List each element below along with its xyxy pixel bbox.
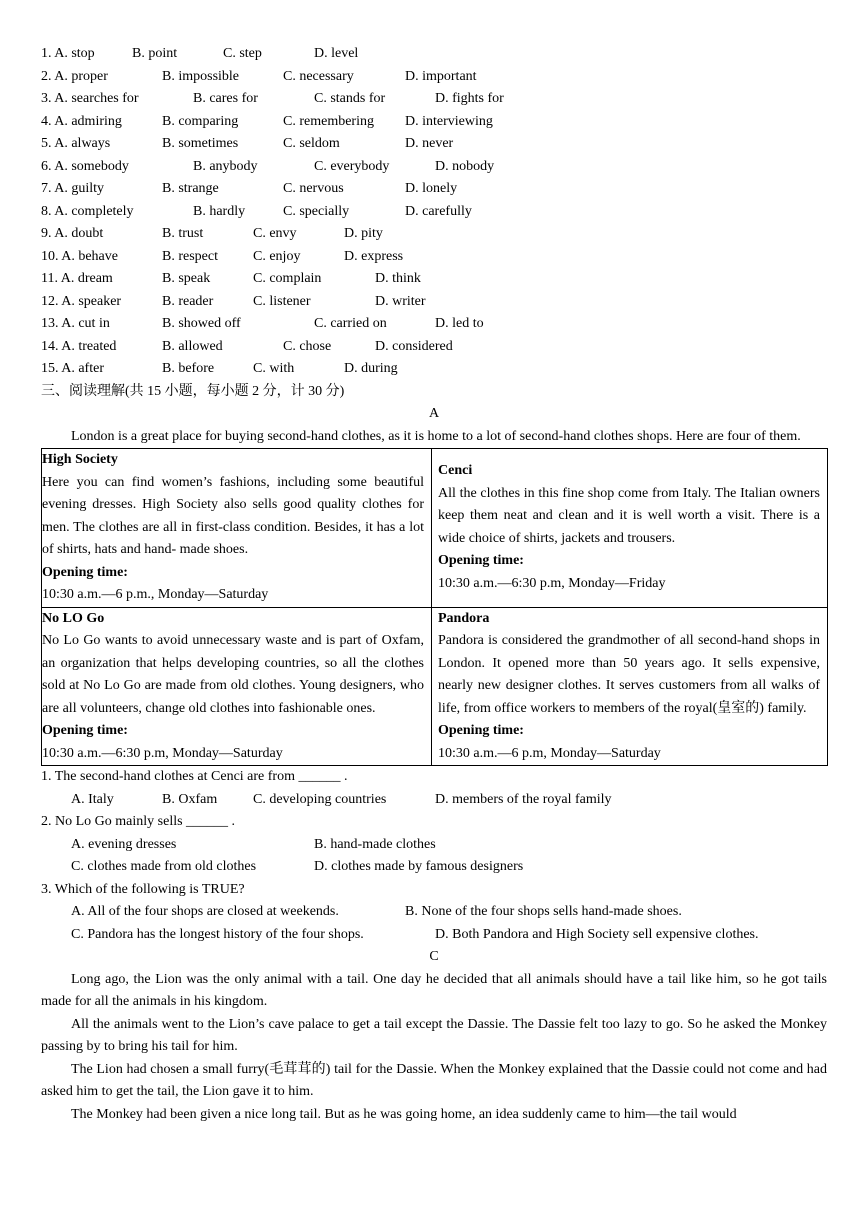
cloze-option-d: D. considered <box>375 338 453 354</box>
cloze-option-b: B. strange <box>162 181 219 196</box>
cloze-option-a: 11. A. dream <box>41 271 113 286</box>
option-d: D. Both Pandora and High Society sell expensive clothes. <box>435 926 759 942</box>
cloze-option-d: D. level <box>314 46 359 61</box>
opening-hours: 10:30 a.m.—6 p.m, Monday—Saturday <box>438 745 661 761</box>
cloze-row <box>41 178 827 201</box>
cloze-row <box>41 88 827 111</box>
cloze-option-d: D. interviewing <box>405 113 493 129</box>
opening-time-label: Opening time: <box>42 723 128 738</box>
cloze-option-d: D. express <box>344 248 404 264</box>
cloze-row <box>41 43 827 66</box>
cloze-option-d: D. lonely <box>405 181 458 196</box>
cloze-option-b: B. hardly <box>193 203 246 219</box>
cloze-row <box>41 246 827 269</box>
cloze-option-d: D. important <box>405 68 477 84</box>
cloze-option-d: D. during <box>344 361 398 376</box>
cloze-option-c: C. nervous <box>283 181 344 196</box>
section-3-title: 三、阅读理解(共 15 小题，每小题 2 分，计 30 分) <box>41 383 345 399</box>
cloze-row <box>41 133 827 156</box>
cloze-option-c: C. stands for <box>314 91 386 106</box>
opening-hours: 10:30 a.m.—6 p.m., Monday—Saturday <box>42 587 269 602</box>
option-b: B. None of the four shops sells hand-made shoes. <box>405 904 682 919</box>
shop-name: Pandora <box>438 610 490 626</box>
question-2-options-ab <box>41 834 827 857</box>
option-b: B. hand-made clothes <box>314 836 436 852</box>
cloze-option-a: 13. A. cut in <box>41 316 110 331</box>
option-d: D. clothes made by famous designers <box>314 859 524 874</box>
opening-hours: 10:30 a.m.—6:30 p.m, Monday—Friday <box>438 575 666 591</box>
cloze-option-a: 9. A. doubt <box>41 226 104 241</box>
cloze-option-b: B. trust <box>162 226 204 241</box>
passage-c-paragraph-1: Long ago, the Lion was the only animal with a tail. One day he decided that all animals should have a tail like him, so he got tails made for all the animals in his kingdom. <box>41 971 827 1009</box>
shops-table <box>41 448 828 766</box>
cloze-option-b: B. impossible <box>162 68 240 84</box>
shop-cell-no-lo-go <box>42 607 432 766</box>
cloze-option-d: D. think <box>375 271 421 286</box>
question-1-options <box>41 789 827 812</box>
cloze-option-b: B. reader <box>162 293 214 309</box>
passage-c-paragraph-4: The Monkey had been given a nice long tail. But as he was going home, an idea suddenly came to him—the tail would <box>71 1106 737 1122</box>
passage-c-letter: C <box>429 949 439 964</box>
cloze-option-b: B. respect <box>162 248 218 264</box>
shop-description: Pandora is considered the grandmother of all second-hand shops in London. It opened more than 50 years ago. It sells expensive, nearly new designer clothes. It serves customers from all walks of life, from office workers to members of the royal(皇室的) family. <box>438 633 820 716</box>
cloze-option-a: 3. A. searches for <box>41 91 139 106</box>
cloze-option-b: B. sometimes <box>162 136 239 151</box>
shop-cell-pandora <box>432 607 828 766</box>
cloze-row <box>41 336 827 359</box>
cloze-option-a: 4. A. admiring <box>41 113 122 129</box>
option-d: D. members of the royal family <box>435 791 612 807</box>
cloze-option-a: 5. A. always <box>41 136 111 151</box>
cloze-row <box>41 111 827 134</box>
question-2-stem: 2. No Lo Go mainly sells ______ . <box>41 814 236 829</box>
passage-c-paragraph-2: All the animals went to the Lion’s cave palace to get a tail except the Dassie. The Dassie felt too lazy to go. So he asked the Monkey passing by to bring his tail for him. <box>41 1016 827 1054</box>
cloze-row <box>41 156 827 179</box>
passage-a-intro: London is a great place for buying second-hand clothes, as it is home to a lot of second-hand clothes shops. Here are four of them. <box>71 428 801 444</box>
cloze-option-c: C. enjoy <box>253 248 301 264</box>
cloze-row <box>41 291 827 314</box>
cloze-option-b: B. cares for <box>193 91 258 106</box>
cloze-option-a: 6. A. somebody <box>41 158 129 174</box>
question-3-stem: 3. Which of the following is TRUE? <box>41 881 245 897</box>
option-b: B. Oxfam <box>162 791 218 807</box>
cloze-option-c: C. envy <box>253 226 297 241</box>
shop-description: All the clothes in this fine shop come from Italy. The Italian owners keep them neat and clean and it is well worth a visit. There is a wide choice of shirts, jackets and trousers. <box>438 485 820 546</box>
cloze-option-b: B. comparing <box>162 113 239 129</box>
cloze-option-d: D. carefully <box>405 203 472 219</box>
opening-time-label: Opening time: <box>438 553 524 568</box>
cloze-option-a: 8. A. completely <box>41 203 134 219</box>
passage-a-letter: A <box>428 406 440 421</box>
cloze-row <box>41 223 827 246</box>
cloze-option-c: C. chose <box>283 338 332 354</box>
cloze-row <box>41 358 827 381</box>
cloze-option-a: 10. A. behave <box>41 248 118 264</box>
cloze-option-a: 15. A. after <box>41 361 104 376</box>
shop-description: No Lo Go wants to avoid unnecessary waste and is part of Oxfam, an organization that helps developing countries, so all the clothes sold at No Lo Go are made from old clothes. Young designers, who are all volunteers, change old clothes into fashionable ones. <box>42 633 424 716</box>
cloze-option-c: C. remembering <box>283 113 374 129</box>
cloze-option-c: C. seldom <box>283 136 340 151</box>
cloze-row <box>41 268 827 291</box>
cloze-option-a: 1. A. stop <box>41 46 95 61</box>
option-a: A. evening dresses <box>71 836 177 852</box>
cloze-option-c: C. necessary <box>283 68 354 84</box>
option-a: A. Italy <box>71 791 114 807</box>
cloze-option-d: D. fights for <box>435 91 504 106</box>
cloze-option-d: D. led to <box>435 316 484 331</box>
cloze-option-a: 14. A. treated <box>41 338 117 354</box>
question-3-options-ab <box>41 901 827 924</box>
cloze-option-b: B. speak <box>162 271 211 286</box>
option-c: C. clothes made from old clothes <box>71 859 257 874</box>
cloze-option-d: D. pity <box>344 226 383 241</box>
exam-page <box>41 43 827 1126</box>
cloze-option-b: B. point <box>132 46 178 61</box>
opening-time-label: Opening time: <box>42 564 128 580</box>
cloze-option-c: C. complain <box>253 271 322 286</box>
cloze-option-c: C. everybody <box>314 158 390 174</box>
question-2-options-cd <box>41 856 827 879</box>
cloze-row <box>41 201 827 224</box>
passage-c-paragraph-3: The Lion had chosen a small furry(毛茸茸的) tail for the Dassie. When the Monkey explained that the Dassie could not come and had asked him to get the tail, the Lion gave it to him. <box>41 1061 827 1099</box>
cloze-option-a: 7. A. guilty <box>41 181 105 196</box>
opening-hours: 10:30 a.m.—6:30 p.m, Monday—Saturday <box>42 745 283 761</box>
cloze-option-d: D. writer <box>375 293 426 309</box>
shop-cell-high-society <box>42 449 432 608</box>
cloze-option-c: C. with <box>253 361 295 376</box>
cloze-option-b: B. showed off <box>162 316 241 331</box>
shop-name: High Society <box>42 452 118 467</box>
cloze-option-c: C. listener <box>253 293 311 309</box>
cloze-options-list <box>41 43 827 381</box>
option-c: C. Pandora has the longest history of the four shops. <box>71 926 364 942</box>
cloze-option-c: C. carried on <box>314 316 387 331</box>
shop-description: Here you can find women’s fashions, including some beautiful evening dresses. High Society also sells good quality clothes for men. The clothes are all in first-class condition. Besides, it has a lot of shirts, hats and hand- made shoes. <box>42 474 424 557</box>
cloze-option-d: D. nobody <box>435 158 495 174</box>
shop-cell-cenci <box>432 449 828 608</box>
shop-name: No LO Go <box>42 610 105 626</box>
cloze-option-b: B. allowed <box>162 338 223 354</box>
cloze-option-b: B. before <box>162 361 215 376</box>
option-c: C. developing countries <box>253 791 387 807</box>
shop-name: Cenci <box>438 463 473 478</box>
option-a: A. All of the four shops are closed at weekends. <box>71 904 339 919</box>
cloze-row <box>41 313 827 336</box>
question-3-options-cd <box>41 924 827 947</box>
cloze-option-c: C. step <box>223 46 262 61</box>
cloze-option-d: D. never <box>405 136 454 151</box>
cloze-option-a: 2. A. proper <box>41 68 108 84</box>
cloze-option-c: C. specially <box>283 203 350 219</box>
cloze-row <box>41 66 827 89</box>
opening-time-label: Opening time: <box>438 723 524 738</box>
question-1-stem: 1. The second-hand clothes at Cenci are from ______ . <box>41 769 348 784</box>
cloze-option-b: B. anybody <box>193 158 258 174</box>
cloze-option-a: 12. A. speaker <box>41 293 122 309</box>
